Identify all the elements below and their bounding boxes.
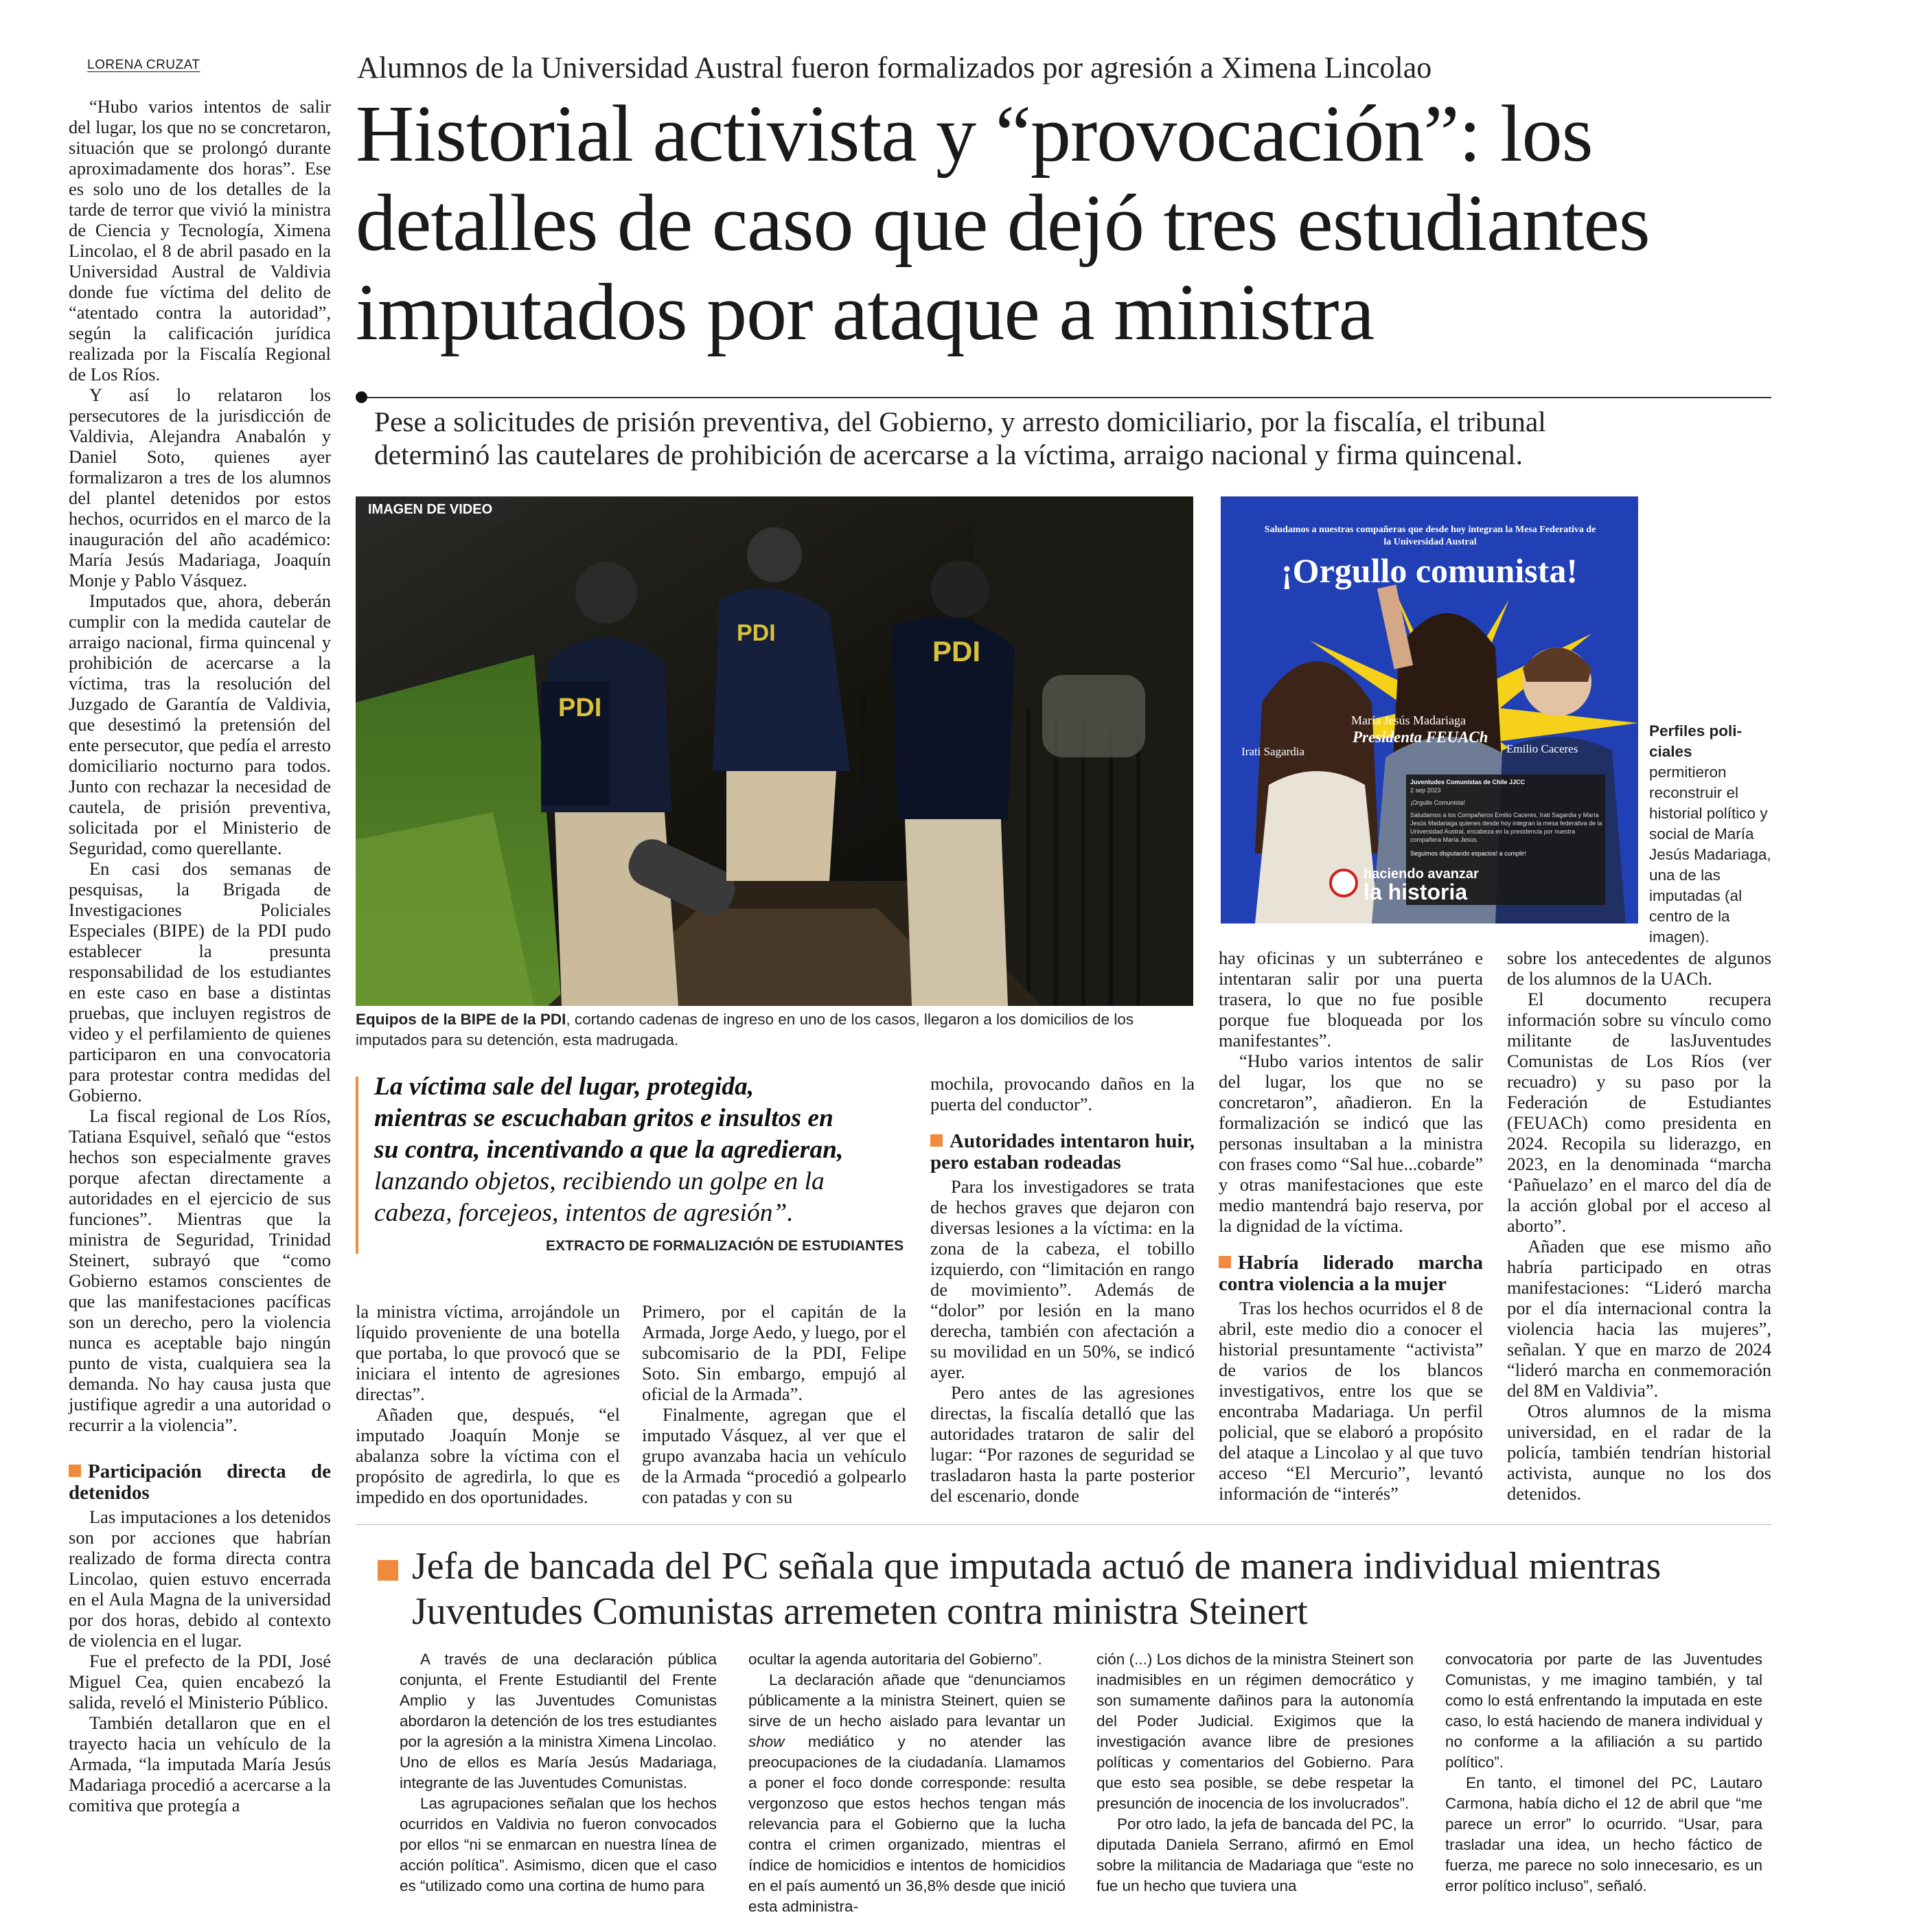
caption-bold: ciales (1649, 743, 1692, 760)
poster-logo-text (1364, 867, 1479, 903)
paragraph: Y así lo relataron los persecutores de la jurisdicción de Valdivia, Alejandra Anabalón y Daniel Soto, quienes ayer formalizaron a tres de los alumnos del plantel detenidos por estos hechos, ocurridos en el marco de la inauguración del año académico: María Jesús Madariaga, Joaquín Monje y Pablo Vásquez. (69, 385, 331, 591)
box-column-3 (1096, 1649, 1414, 1896)
paragraph: Finalmente, agregan que el imputado Vásquez, al ver que el grupo avanzaba hacia un vehículo de la Armada “procedió a golpearlo con patadas y con su (642, 1404, 906, 1507)
poster-name-left: Irati Sagardia (1241, 745, 1305, 758)
paragraph: mochila, provocando daños en la puerta del conductor”. (930, 1073, 1195, 1114)
paragraph: la ministra víctima, arrojándole un líquido proveniente de una botella que portaba, lo que provocó que se iniciara el intento de agresiones directas”. (356, 1301, 620, 1404)
paragraph: Las imputaciones a los detenidos son por acciones que habrían realizado de forma directa contra Lincolao, quien estuvo encerrada en el Aula Magna de la universidad por dos horas, debido al contexto de violencia en el lugar. (69, 1506, 331, 1651)
paragraph: sobre los antecedentes de algunos de los alumnos de la UACh. (1507, 948, 1771, 989)
kicker: Alumnos de la Universidad Austral fueron formalizados por agresión a Ximena Lincolao (357, 51, 1432, 84)
body-column-3 (642, 1301, 906, 1507)
poster-name-center-role: Presidenta FEUACh (1353, 729, 1488, 746)
paragraph: Tras los hechos ocurridos el 8 de abril, este medio dio a conocer el historial presuntamente “activista” de varios de los blancos investigativos, entre los que se encontraba Madariaga. Un perfil policial, que se elaboró a propósito del ataque a Lincolao y al que tuvo acceso “El Mercurio”, levantó información de “interés” (1219, 1298, 1483, 1504)
paragraph: La fiscal regional de Los Ríos, Tatiana Esquivel, señaló que “estos hechos son especialmente graves porque afectan directamente a autoridades en el ejercicio de sus funciones”. Mientras que la ministra de Seguridad, Trinidad Steinert, subrayó que “como Gobierno estamos conscientes de que las manifestaciones pacíficas son un derecho, pero la violencia nunca es aceptable bajo ningún punto de vista, cualquiera sea la demanda. No hay causa justa que justifique agredir a una autoridad o recurrir a la violencia”. (69, 1105, 331, 1435)
poster-social-post (1410, 778, 1602, 858)
deck-rule (357, 397, 1771, 398)
caption-bold: Equipos de la BIPE de la PDI (356, 1011, 566, 1028)
logo-line-1: haciendo avanzar (1364, 867, 1479, 882)
pull-quote (374, 1071, 843, 1229)
logo-line-2: la historia (1364, 880, 1468, 904)
quote-line-2: mientras se escuchaban gritos e insultos en (374, 1104, 833, 1132)
paragraph: Añaden que ese mismo año habría participado en otras manifestaciones: “Lideró marcha por el día internacional contra la violencia hacia las mujeres”, señalan. Y que en marzo de 2024 “lideró marcha en conmemoración del 8M en Valdivia”. (1507, 1236, 1771, 1401)
deck-line-1: Pese a solicitudes de prisión preventiva, del Gobierno, y arresto domiciliario, por la fiscalía, el tribunal (374, 406, 1546, 437)
deck (374, 405, 1546, 471)
quote-line-3: su contra, incentivando a que la agredieran, (374, 1136, 844, 1164)
quote-line-1: La víctima sale del lugar, protegida, (374, 1073, 755, 1101)
post-body: Saludamos a los Compañeros Emilio Caceres, Irati Sagardia y María Jesús Madariaga quienes desde hoy integran la mesa federativa de la Universidad Austral, encabeza en la presidencia por nuestra compañera María Jesús. (1410, 812, 1602, 843)
post-line: ¡Orgullo Comunista! (1410, 799, 1466, 806)
paragraph: Imputados que, ahora, deberán cumplir con la medida cautelar de arraigo nacional, firma quincenal y prohibición de acercarse a la víctima, tras la resolución del Juzgado de Garantía de Valdivia, que desestimó la pretensión del ente persecutor, que pedía el arresto domiciliario nocturno para todos. Junto con rechazar la necesidad de cautela, de prisión preventiva, solicitada por el Ministerio de Seguridad, como querellante. (69, 591, 331, 858)
paragraph: ocultar la agenda autoritaria del Gobierno”. (748, 1651, 1042, 1668)
paragraph: hay oficinas y un subterráneo e intentaran salir por una puerta trasera, lo que no fue posible porque fue bloqueada por los manifestantes”. (1219, 948, 1483, 1051)
quote-rule (356, 1077, 358, 1254)
box-title (412, 1544, 1661, 1634)
post-header: Juventudes Comunistas de Chile JJCC (1410, 779, 1526, 786)
emphasis: show (748, 1733, 785, 1750)
quote-line-4: lanzando objetos, recibiendo un golpe en la (374, 1167, 825, 1195)
paragraph: Pero antes de las agresiones directas, la fiscalía detalló que las autoridades trataron de salir del lugar: “Por razones de seguridad se trasladaron hasta la parte posterior del escenario, donde (930, 1382, 1195, 1506)
poster-logo-icon (1329, 869, 1358, 897)
headline-line-2: detalles de caso que dejó tres estudiantes (356, 178, 1650, 268)
caption-bold: Perfiles poli- (1649, 722, 1743, 740)
paragraph: Por otro lado, la jefa de bancada del PC, la diputada Daniela Serrano, afirmó en Emol sobre la militancia de Madariaga que “este no fue un hecho que tuviera una (1096, 1815, 1414, 1894)
caption-text: permitieron reconstruir el historial político y social de María Jesús Madariaga, una de las imputadas (al centro de la imagen). (1649, 764, 1771, 945)
paragraph: “Hubo varios intentos de salir del lugar, los que no se concretaron, situación que se prolongó durante aproximadamente dos horas”. Ese es solo uno de los detalles de la tarde de terror que vivió la ministra de Ciencia y Tecnología, Ximena Lincolao, el 8 de abril pasado en la Universidad Austral de Valdivia donde fue víctima del delito de “atentado contra la autoridad”, según la calificación jurídica realizada por la Fiscalía Regional de Los Ríos. (69, 96, 331, 385)
box-column-2 (748, 1649, 1066, 1917)
paragraph: En tanto, el timonel del PC, Lautaro Carmona, había dicho el 12 de abril que “me parece un error” lo ocurrido. “Usar, para trasladar una idea, un hecho fáctico de fuerza, me parece no solo innecesario, es un error político incluso”, señaló. (1445, 1774, 1762, 1894)
quote-line-5: cabeza, forcejeos, intentos de agresión”. (374, 1199, 794, 1227)
quote-source: EXTRACTO DE FORMALIZACIÓN DE ESTUDIANTES (546, 1238, 904, 1254)
box-title-square (378, 1560, 398, 1581)
paragraph: Otros alumnos de la misma universidad, en el radar de la policía, también tendrían historial activista, aunque no los dos detenidos. (1507, 1401, 1771, 1504)
deck-bullet (356, 391, 367, 403)
paragraph: Las agrupaciones señalan que los hechos ocurridos en Valdivia no fueron convocados por ellos “ni se enmarcan en nuestra línea de acción política”. Asimismo, dicen que el caso es “utilizado como una cortina de humo para (400, 1795, 717, 1894)
main-photo-caption (356, 1009, 1197, 1051)
deck-line-2: determinó las cautelares de prohibición de acercarse a la víctima, arraigo nacional y firma quincenal. (374, 439, 1523, 470)
poster-name-right: Emilio Caceres (1506, 742, 1578, 755)
paragraph: La declaración añade que “denunciamos públicamente a la ministra Steinert, quien se sirve de un hecho aislado para levantar un show mediático y no atender las preocupaciones de la ciudadanía. Llamamos a poner el foco donde corresponde: resulta vergonzoso que estos hechos tengan más relevancia para el Gobierno que la lucha contra el crimen organizado, mientras el índice de homicidios e intentos de homicidios en el país aumentó un 36,8% desde que inició esta administra- (748, 1671, 1066, 1915)
poster-top-text: Saludamos a nuestras compañeras que desde hoy integran la Mesa Federativa de la Universidad Austral (1264, 525, 1596, 547)
photo-tag: IMAGEN DE VIDEO (356, 496, 505, 523)
subhead: Habría liderado marcha contra violencia a la mujer (1219, 1252, 1483, 1295)
poster-title: ¡Orgullo comunista! (1281, 551, 1578, 590)
box-column-4 (1445, 1649, 1762, 1896)
byline: LORENA CRUZAT (87, 58, 200, 72)
paragraph: Primero, por el capitán de la Armada, Jorge Aedo, y luego, por el subcomisario de la PDI, Felipe Soto. Sin embargo, empujó al oficial de la Armada”. (642, 1301, 906, 1404)
vest-label-1: PDI (558, 693, 602, 722)
headline-line-3: imputados por ataque a ministra (356, 267, 1374, 357)
paragraph: El documento recupera información sobre su vínculo como militante de lasJuventudes Comunistas de Los Ríos (ver recuadro) y su paso por la Federación de Estudiantes (FEUACh) como presidenta en 2024. Recopila su liderazgo, en 2023, en la denominada “marcha ‘Pañuelazo’ en el marco del día de la acción global por el acceso al aborto”. (1507, 989, 1771, 1236)
paragraph: A través de una declaración pública conjunta, el Frente Estudiantil del Frente Amplio y las Juventudes Comunistas abordaron la detención de los tres estudiantes por la agresión a la ministra Ximena Lincolao. Uno de ellos es María Jesús Madariaga, integrante de las Juventudes Comunistas. (400, 1651, 717, 1791)
subhead: Participación directa de detenidos (69, 1460, 331, 1504)
vest-label-3: PDI (932, 635, 981, 667)
paragraph: convocatoria por parte de las Juventudes Comunistas, y me imagino también, y tal como lo está enfrentando la imputada en este caso, lo está haciendo de manera individual y no conforme a la afiliación a su partido político”. (1445, 1651, 1762, 1771)
paragraph: Para los investigadores se trata de hechos graves que dejaron con diversas lesiones a la víctima: en la zona de la cabeza, el tobillo izquierdo, con “limitación en rango de movimiento”. Además de “dolor” por lesión en la mano derecha, también con afectación a su movilidad en un 50%, se indicó ayer. (930, 1176, 1195, 1382)
paragraph: En casi dos semanas de pesquisas, la Brigada de Investigaciones Policiales Especiales (BIPE) de la PDI pudo establecer la presunta responsabilidad de los estudiantes en este caso en base a distintas pruebas, que incluyen registros de video y el perfilamiento de quienes participaron en una convocatoria para protestar contra medidas del Gobierno. (69, 858, 331, 1105)
box-title-line-1: Jefa de bancada del PC señala que imputada actuó de manera individual mientras (412, 1545, 1661, 1587)
box-title-line-2: Juventudes Comunistas arremeten contra ministra Steinert (412, 1590, 1308, 1633)
caption-text: , cortando cadenas de ingreso en uno de los casos, llegaron a los domicilios de los imputados para su detención, esta madrugada. (356, 1011, 1134, 1048)
box-rule (356, 1524, 1771, 1525)
headline-line-1: Historial activista y “provocación”: los (356, 89, 1593, 179)
vest-label-2: PDI (737, 620, 776, 646)
body-column-6 (1507, 948, 1771, 1504)
poster-caption (1649, 721, 1773, 948)
headline (356, 89, 1650, 357)
main-photo (356, 496, 1193, 1006)
box-column-1 (400, 1649, 717, 1896)
paragraph: Añaden que, después, “el imputado Joaquín Monje se abalanza sobre la víctima con el propósito de agredirla, lo que es impedido en dos oportunidades. (356, 1404, 620, 1507)
paragraph: También detallaron que en el trayecto hacia un vehículo de la Armada, “la imputada María Jesús Madariaga procedió a acercarse a la comitiva que protegía a (69, 1712, 331, 1815)
paragraph: ción (...) Los dichos de la ministra Steinert son inadmisibles en un régimen democrático y son sumamente dañinos para la autonomía del Poder Judicial. Exigimos que la investigación avance libre de presiones políticas y comentarios del Gobierno. Para que esto sea posible, se debe respetar la presunción de inocencia de los involucrados”. (1096, 1651, 1414, 1812)
subhead: Autoridades intentaron huir, pero estaban rodeadas (930, 1130, 1195, 1173)
body-column-4 (930, 1073, 1195, 1506)
post-end: Seguimos disputando espacios! a cumplir! (1410, 850, 1526, 857)
poster-image (1221, 496, 1638, 924)
body-column-5 (1219, 948, 1483, 1504)
paragraph: “Hubo varios intentos de salir del lugar, los que no se concretaron”, añadieron. En la formalización se indicó que las personas insultaban a la ministra con frases como “Sal hue...cobarde” y otras manifestaciones que este medio mantendrá bajo reserva, por la dignidad de la víctima. (1219, 1051, 1483, 1236)
paragraph: Fue el prefecto de la PDI, José Miguel Cea, quien encabezó la salida, reveló el Ministerio Público. (69, 1651, 331, 1712)
poster-name-center: María Jesús Madariaga (1351, 713, 1466, 727)
post-date: 2 sep 2023 (1410, 787, 1441, 794)
police-photo-illustration (356, 496, 1193, 1006)
body-column-2 (356, 1301, 620, 1507)
left-column (69, 96, 331, 1815)
